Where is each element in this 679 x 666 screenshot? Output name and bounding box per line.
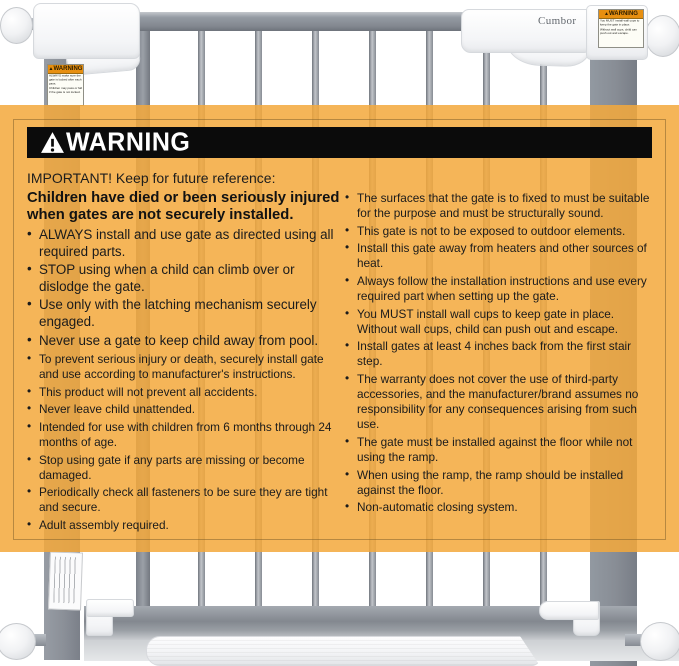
bullet-item: • This product will not prevent all accidents. [27, 385, 341, 400]
intro-line: IMPORTANT! Keep for future reference: [27, 170, 276, 186]
bullet-item: • The surfaces that the gate is to fixed to must be suitable for the purpose and must be structurally sound. [345, 191, 653, 221]
right-bullet-list [345, 191, 653, 518]
brand-logo: Cumbor [538, 15, 577, 27]
threshold-ramp [146, 636, 540, 666]
bullet-item: • Never use a gate to keep child away from pool. [27, 333, 341, 350]
bullet-item: • You MUST install wall cups to keep gate in place. Without wall cups, child can push out and escape. [345, 307, 653, 337]
bullet-item: • ALWAYS install and use gate as directed using all required parts. [27, 227, 341, 260]
bottom-left-bracket [86, 599, 134, 617]
mini-sticker-title: WARNING [608, 11, 638, 17]
bullet-item: • This gate is not to be exposed to outdoor elements. [345, 224, 653, 239]
left-secondary-bullet-list [27, 352, 341, 536]
mini-warning-sticker [47, 64, 84, 106]
warning-header-title: WARNING [66, 127, 191, 157]
mini-sticker-title: WARNING [53, 66, 83, 72]
bullet-item: • The gate must be installed against the floor while not using the ramp. [345, 435, 653, 465]
warning-header-bar [27, 127, 652, 158]
mini-sticker-line: ALWAYS make sure the gate is locked after each pass. [49, 74, 82, 86]
warning-triangle-icon [40, 131, 65, 154]
bullet-item: • Use only with the latching mechanism securely engaged. [27, 297, 341, 330]
warning-triangle-icon: ▲ [604, 11, 609, 17]
product-info-label [48, 551, 83, 610]
mini-warning-sticker [598, 9, 644, 48]
bullet-item: • The warranty does not cover the use of third-party accessories, and the manufacturer/brand assumes no responsibility for any consequences arising from such use. [345, 372, 653, 432]
hinge-housing [33, 3, 140, 59]
bullet-item: • Install gates at least 4 inches back from the first stair step. [345, 339, 653, 369]
bullet-item: • Periodically check all fasteners to be sure they are tight and secure. [27, 485, 341, 515]
wall-mount-knob [645, 15, 679, 57]
mini-sticker-line: Children may pass or fall if the gate is not locked. [49, 87, 83, 95]
bullet-item: • When using the ramp, the ramp should be installed against the floor. [345, 468, 653, 498]
bullet-item: • Adult assembly required. [27, 518, 341, 533]
warning-panel [0, 105, 679, 552]
bullet-item: • Install this gate away from heaters and other sources of heat. [345, 241, 653, 271]
bullet-item: • Intended for use with children from 6 months through 24 months of age. [27, 420, 341, 450]
bullet-item: • STOP using when a child can climb over or dislodge the gate. [27, 262, 341, 295]
wall-mount-knob [0, 7, 33, 44]
bullet-item: • Non-automatic closing system. [345, 500, 653, 515]
bullet-item: • Never leave child unattended. [27, 402, 341, 417]
warning-triangle-icon: ▲ [48, 66, 54, 72]
bottom-latch-hook [539, 601, 599, 620]
wall-mount-knob [0, 623, 36, 660]
left-primary-bullet-list [27, 227, 341, 351]
emphasis-statement: Children have died or been seriously injured when gates are not securely installed. [27, 190, 340, 224]
wall-mount-knob [640, 622, 679, 661]
bullet-item: • Always follow the installation instructions and use every required part when setting up the gate. [345, 274, 653, 304]
mini-sticker-line: You MUST install wall cups to keep the gate in place. [600, 19, 640, 27]
mini-sticker-line: Without wall cups, child can push out and escape. [600, 28, 637, 36]
bullet-item: • Stop using gate if any parts are missing or become damaged. [27, 453, 341, 483]
bullet-item: • To prevent serious injury or death, securely install gate and use according to manufacturer's instructions. [27, 352, 341, 382]
